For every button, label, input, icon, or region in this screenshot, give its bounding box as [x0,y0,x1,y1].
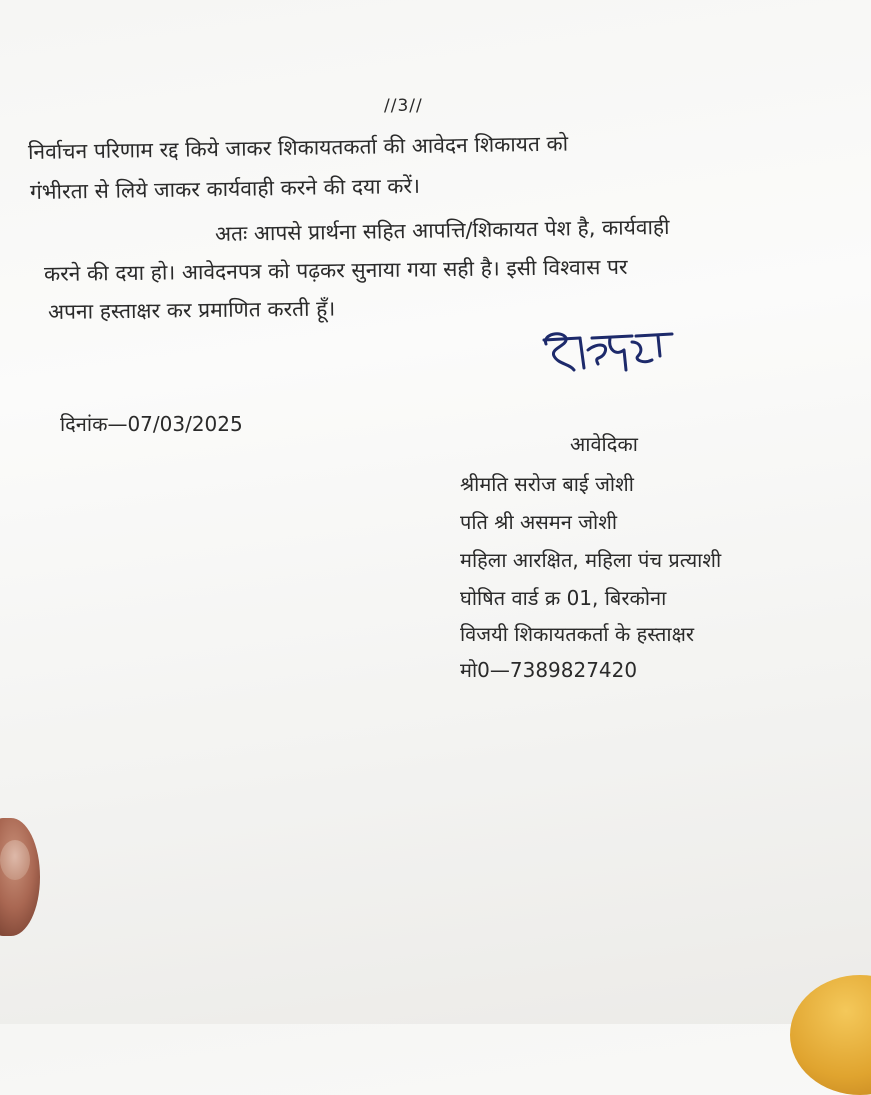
applicant-name: श्रीमति सरोज बाई जोशी [460,472,634,496]
applicant-heading: आवेदिका [570,432,638,456]
body-line-1: निर्वाचन परिणाम रद्द किये जाकर शिकायतकर्ता की आवेदन शिकायत को [27,131,569,164]
page-number: //3// [384,96,423,116]
gold-object [790,975,871,1095]
thumbnail-highlight [0,840,30,880]
body-line-4: करने की दया हो। आवेदनपत्र को पढ़कर सुनाया गया सही है। इसी विश्वास पर [43,254,628,286]
handwritten-signature [540,320,680,384]
body-line-3: अतः आपसे प्रार्थना सहित आपत्ति/शिकायत पेश है, कार्यवाही [214,214,670,246]
applicant-ward: घोषित वार्ड क्र 01, बिरकोना [460,586,667,610]
body-line-5: अपना हस्ताक्षर कर प्रमाणित करती हूँ। [47,296,336,324]
applicant-category: महिला आरक्षित, महिला पंच प्रत्याशी [460,548,722,572]
applicant-husband: पति श्री असमन जोशी [460,510,618,534]
body-line-2: गंभीरता से लिये जाकर कार्यवाही करने की दया करें। [29,173,421,204]
applicant-signature-label: विजयी शिकायतकर्ता के हस्ताक्षर [460,622,695,646]
date: दिनांक—07/03/2025 [60,412,243,436]
applicant-mobile: मो0—7389827420 [460,658,638,682]
